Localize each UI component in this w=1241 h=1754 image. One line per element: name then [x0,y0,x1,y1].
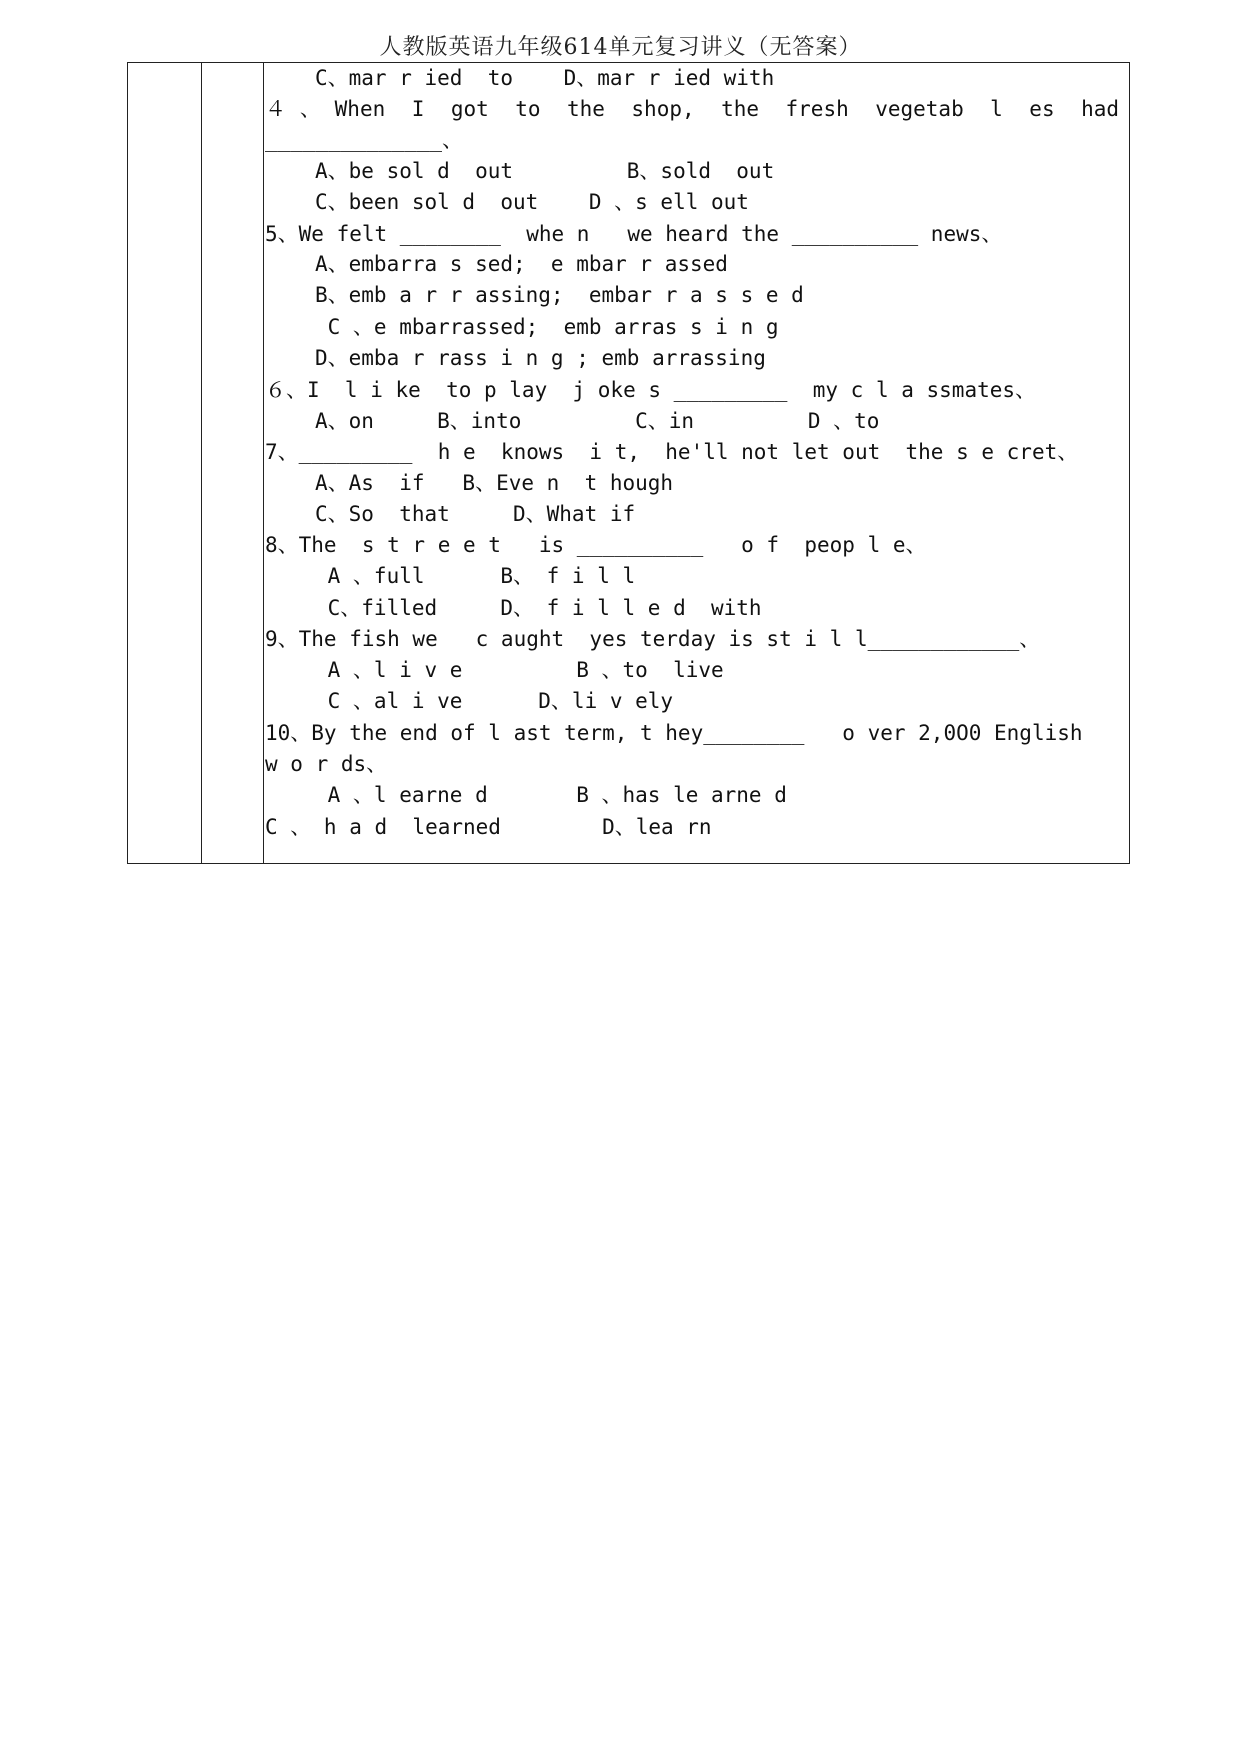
question-5-option-c: C 、e mbarrassed; emb arras s i n g [315,315,779,339]
question-4-blank: ______________、 [265,128,464,152]
question-8-options-ab: A 、full B、 f i l l [315,564,636,588]
table-column-divider [263,63,264,863]
question-10-options-ab: A 、l earne d B 、has le arne d [315,783,787,807]
questions-cell [265,63,1129,863]
question-7-stem: 7、_________ h e knows i t, he'll not let out the s e cret、 [265,440,1079,464]
question-10-stem: 10、By the end of l ast term, t hey________ o ver 2,0O0 English [265,721,1083,745]
question-5-option-b: B、emb a r r assing; embar r a s s e d [315,283,804,307]
question-4-options-cd: C、been sol d out D 、s ell out [315,190,749,214]
question-7-options-ab: A、As if B、Eve n t hough [315,471,674,495]
question-9-stem: 9、The fish we c aught yes terday is st i l l____________、 [265,627,1041,651]
question-9-options-cd: C 、al i ve D、li v ely [315,689,674,713]
question-4-options-ab: A、be sol d out B、sold out [315,159,775,183]
question-5-option-a: A、embarra s sed; e mbar r assed [315,252,728,276]
question-8-options-cd: C、filled D、 f i l l e d with [315,596,762,620]
worksheet-table [127,62,1130,864]
question-5-stem: 5、We felt ________ whe n we heard the __________ news、 [265,222,1003,246]
question-5-option-d: D、emba r rass i n g ; emb arrassing [315,346,766,370]
question-6-stem: ６、I l i ke to p lay j oke s _________ my c l a ssmates、 [265,378,1037,402]
page-header-title: 人教版英语九年级614单元复习讲义（无答案） [379,35,862,60]
question-8-stem: 8、The s t r e e t is __________ o f peop l e、 [265,533,927,557]
question-7-options-cd: C、So that D、What if [315,502,636,526]
table-column-divider [201,63,202,863]
question-10-options-cd: C 、 h a d learned D、lea rn [265,815,712,839]
question-10-stem-continued: w o r ds、 [265,752,388,776]
question-3-options-cd: C、mar r ied to D、mar r ied with [315,66,775,90]
question-9-options-ab: A 、l i v e B 、to live [315,658,724,682]
question-6-options: A、on B、into C、in D 、to [315,409,880,433]
question-4-stem: ４、When I got to the shop, the fresh vegetab l es had [265,97,1119,121]
